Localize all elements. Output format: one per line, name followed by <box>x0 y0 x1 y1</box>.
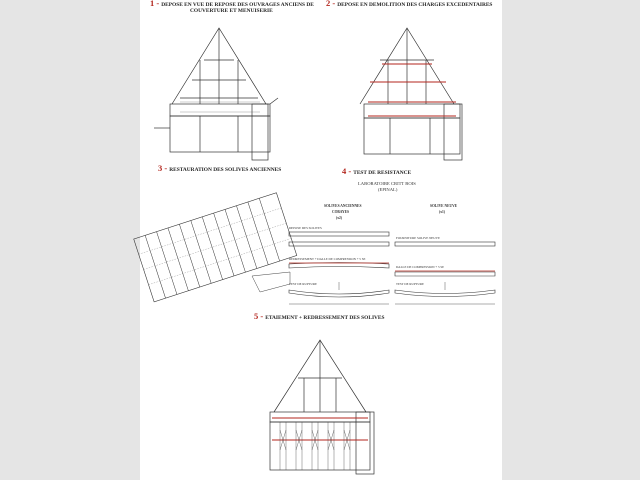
panel-1-title-line1: DEPOSE EN VUE DE REPOSE DES OUVRAGES ANCIENS DE <box>161 2 314 8</box>
test-col-left-title-line1: SOLIVES ANCIENNES <box>324 204 362 208</box>
panel-2-title <box>326 0 492 8</box>
section-drawing-1 <box>140 20 320 165</box>
test-col-left-title-line3: (x2) <box>336 216 342 220</box>
test-right-row-2: DALLE DE COMPRESSION + 5 SE <box>396 265 445 269</box>
panel-2-title-line1: DEPOSE EN DEMOLITION DES CHARGES EXCEDENTAIRES <box>337 2 493 8</box>
panel-1-number: 1 - <box>150 0 160 8</box>
panel-5-title-line1: ETAIEMENT + REDRESSEMENT DES SOLIVES <box>265 315 385 321</box>
test-right-row-3: TEST DE RUPTURE <box>396 282 424 286</box>
section-drawing-2 <box>320 20 500 165</box>
test-beams-drawing <box>285 220 497 310</box>
panel-1-title-line2: COUVERTURE ET MENUISERIE <box>190 8 273 14</box>
test-left-row-1: DEPOSE DES SOLIVES <box>289 226 322 230</box>
panel-2-number: 2 - <box>326 0 336 8</box>
panel-4-title <box>342 168 411 176</box>
section-drawing-5 <box>260 330 400 480</box>
panel-1-title <box>150 0 314 8</box>
panel-3-number: 3 - <box>158 163 168 173</box>
test-left-row-3: TEST DE RUPTURE <box>289 282 317 286</box>
panel-5-title <box>254 313 385 321</box>
panel-5-number: 5 - <box>254 311 264 321</box>
panel-4-title-line1: TEST DE RESISTANCE <box>353 170 412 176</box>
panel-3-title-line1: RESTAURATION DES SOLIVES ANCIENNES <box>169 167 282 173</box>
panel-4-number: 4 - <box>342 166 352 176</box>
panel-4-title-line3: (EPINAL) <box>378 187 398 192</box>
test-col-right-title-line2: (x1) <box>439 210 445 214</box>
test-right-row-1: FOURNITURE SOLIVE NEUVE <box>396 236 440 240</box>
test-col-left-title-line2: COBAYES <box>332 210 350 214</box>
panel-4-title-line2: LABORATOIRE CRITT BOIS <box>358 181 416 186</box>
joist-plan-drawing <box>140 180 290 300</box>
panel-3-title <box>158 165 281 173</box>
test-col-right-title-line1: SOLIVE NEUVE <box>430 204 458 208</box>
test-left-row-2: REDRESSEMENT + DALLE DE COMPRESSION + 5 SE <box>289 257 366 261</box>
